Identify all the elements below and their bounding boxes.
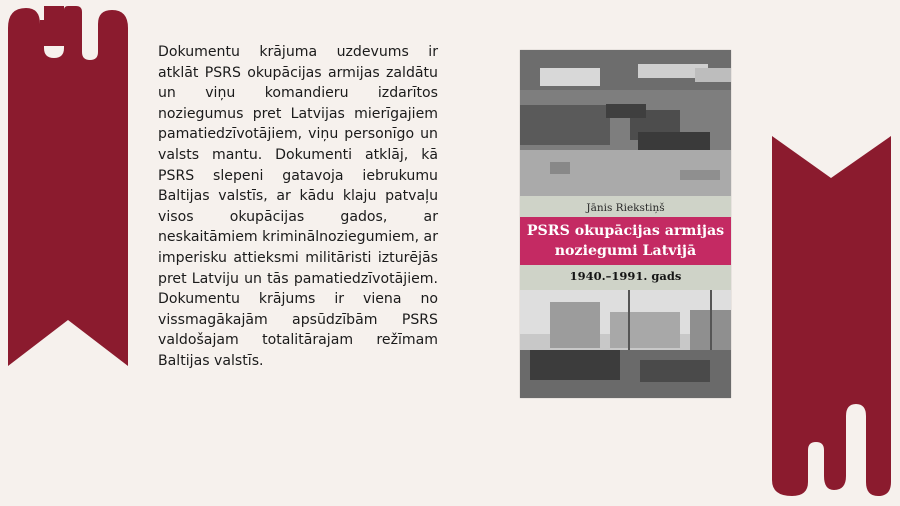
book-years: 1940.–1991. gads — [569, 269, 682, 283]
description-text: Dokumentu krājuma uzdevums ir atklāt PSRS okupācijas armijas zaldātu un viņu komandieru izdarītos noziegumus pret Latvijas mierīgajiem pamatiedzīvotājiem, viņu personīgo un valsts mantu. Dokumenti atklāj, kā PSRS slepeni gatavoja iebrukumu Baltijas valstīs, ar kādu klaju patvaļu visos okupācijas gados, ar neskaitāmiem kriminālnoziegumiem, ar imperisku attieksmi militāristi izturējās pret Latviju un tās pamatiedzīvotājiem. Dokumentu krājums ir viena no vissmagākajām apsūdzībām PSRS valdošajam totalitārajam režīmam Baltijas valstīs. — [158, 44, 438, 369]
book-cover — [520, 50, 731, 398]
book-title — [520, 217, 731, 265]
cover-photo-street — [520, 290, 731, 398]
left-decorative-banner — [0, 0, 140, 370]
cover-title-band — [520, 196, 731, 290]
book-title-line-2: noziegumi Latvijā — [554, 243, 697, 259]
book-author: Jānis Riekstiņš — [586, 202, 665, 214]
book-title-line-1: PSRS okupācijas armijas — [526, 223, 725, 239]
right-decorative-banner — [770, 0, 900, 506]
cover-photo-crowd-tanks — [520, 50, 731, 196]
